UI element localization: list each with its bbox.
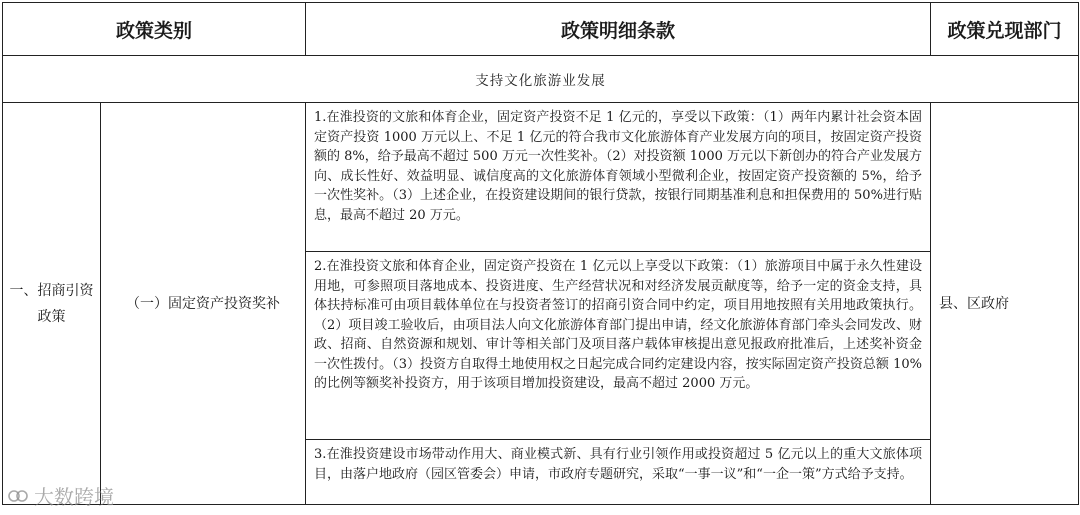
clause-1-text: 1.在淮投资的文旅和体育企业，固定资产投资不足 1 亿元的，享受以下政策：（1）两年内累计社会资本固定资产投资 1000 万元以上、不足 1 亿元的符合我市文化旅游体育产业发展方向的项目，按固定资产投资额的 8%，给予最高不超过 500 万元一次性奖补。（2）对投资额 1000 万元以下新创办的符合产业发展方向、成长性好、效益明显、诚信度高的文化旅游体育领域小型微利企业，按固定资产投资额的 5%，给予一次性奖补。（3）上述企业，在投资建设期间的银行贷款，按银行同期基准利息和担保费用的 50%进行贴息，最高不超过 20 万元。 — [314, 110, 923, 223]
category-level1: 一、招商引资政策 — [3, 103, 101, 505]
clause-1 — [306, 103, 931, 252]
clause-2 — [306, 252, 931, 440]
section-row — [3, 56, 1079, 103]
clause-3 — [306, 440, 931, 505]
header-department: 政策兑现部门 — [931, 3, 1079, 56]
policy-table — [2, 2, 1079, 505]
category-level2: （一）固定资产投资奖补 — [101, 103, 306, 505]
watermark — [8, 481, 114, 510]
clause-row-1 — [3, 103, 1079, 252]
watermark-logo-icon — [8, 488, 30, 504]
header-policy-category: 政策类别 — [3, 3, 306, 56]
watermark-text: 大数跨境 — [34, 485, 114, 509]
clause-3-text: 3.在淮投资建设市场带动作用大、商业模式新、具有行业引领作用或投资超过 5 亿元以上的重大文旅体项目，由落户地政府（园区管委会）申请，市政府专题研究，采取“一事一议”和“一企一策”方式给予支持。 — [314, 447, 923, 482]
department-cell: 县、区政府 — [931, 103, 1079, 505]
header-policy-clauses: 政策明细条款 — [306, 3, 931, 56]
clause-2-text: 2.在淮投资文旅和体育企业，固定资产投资在 1 亿元以上享受以下政策：（1）旅游项目中属于永久性建设用地，可参照项目落地成本、投资进度、生产经营状况和对经济发展贡献度等，给予一定的资金支持，具体扶持标准可由项目载体单位在与投资者签订的招商引资合同中约定，项目用地按照有关用地政策执行。（2）项目竣工验收后，由项目法人向文化旅游体育部门提出申请，经文化旅游体育部门牵头会同发改、财政、招商、自然资源和规划、审计等相关部门及项目落户载体审核提出意见报政府批准后，上述奖补资金一次性拨付。（3）投资方自取得土地使用权之日起完成合同约定建设内容，按实际固定资产投资总额 10%的比例等额奖补投资方，用于该项目增加投资建设，最高不超过 2000 万元。 — [314, 259, 923, 391]
section-title: 支持文化旅游业发展 — [3, 56, 1079, 103]
header-row — [3, 3, 1079, 56]
